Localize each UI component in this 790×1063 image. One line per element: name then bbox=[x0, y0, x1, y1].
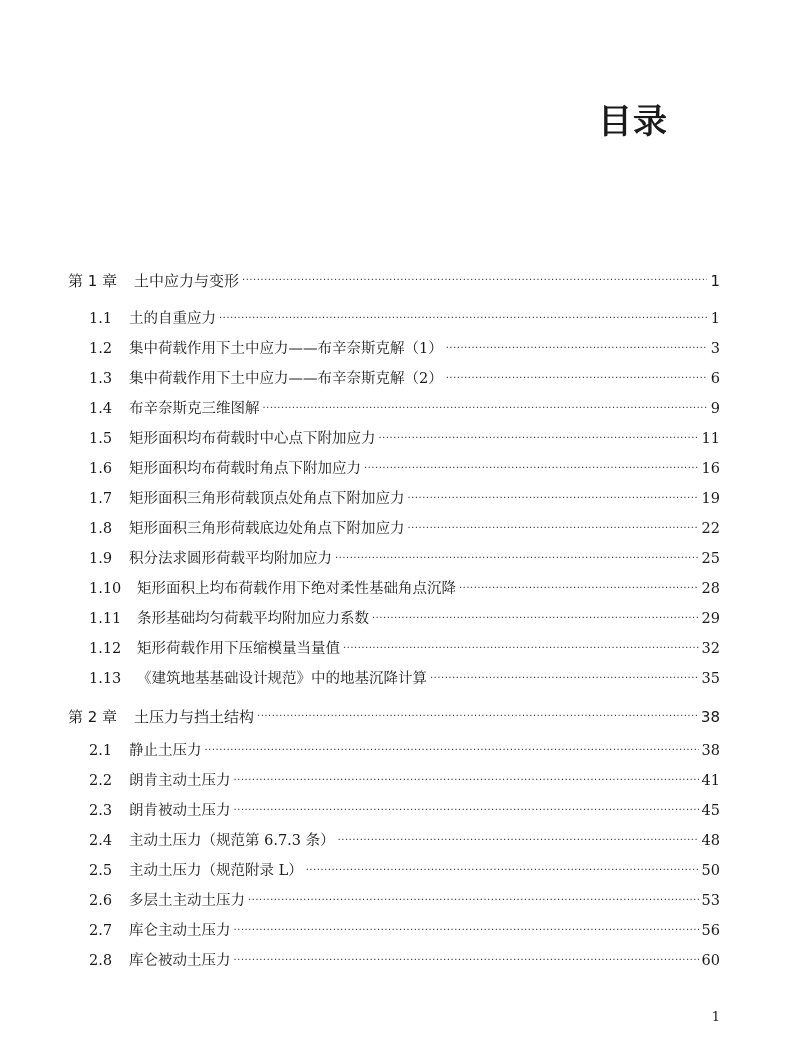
toc-chapter-2[interactable] bbox=[68, 706, 720, 728]
toc-title: 《建筑地基基础设计规范》中的地基沉降计算 bbox=[137, 671, 427, 687]
toc-title: 集中荷载作用下土中应力——布辛奈斯克解（2） bbox=[129, 371, 443, 387]
toc-page: 29 bbox=[701, 611, 720, 627]
toc-item-1-13[interactable] bbox=[68, 668, 720, 690]
toc-number: 2.1 bbox=[89, 743, 113, 759]
toc-page: 6 bbox=[710, 371, 720, 387]
toc-page: 3 bbox=[710, 341, 720, 357]
toc-number: 1.13 bbox=[89, 671, 122, 687]
leader-dots bbox=[372, 611, 699, 627]
toc-page: 60 bbox=[701, 953, 720, 969]
leader-dots bbox=[242, 273, 707, 289]
toc-page: 45 bbox=[701, 803, 720, 819]
toc-item-1-12[interactable] bbox=[68, 638, 720, 660]
toc-number: 1.3 bbox=[89, 371, 113, 387]
leader-dots bbox=[338, 833, 699, 849]
toc-number: 1.11 bbox=[89, 611, 122, 627]
toc-item-2-1[interactable] bbox=[68, 740, 720, 762]
toc-number: 1.7 bbox=[89, 491, 113, 507]
toc-number: 1.10 bbox=[89, 581, 122, 597]
toc-title: 土的自重应力 bbox=[129, 311, 216, 327]
toc-number: 1.8 bbox=[89, 521, 113, 537]
toc-page: 48 bbox=[701, 833, 720, 849]
leader-dots bbox=[205, 743, 699, 759]
toc-item-1-10[interactable] bbox=[68, 578, 720, 600]
leader-dots bbox=[446, 371, 708, 387]
leader-dots bbox=[257, 709, 698, 725]
leader-dots bbox=[343, 641, 699, 657]
toc-page: 19 bbox=[701, 491, 720, 507]
toc-number: 2.5 bbox=[89, 863, 113, 879]
toc-page: 28 bbox=[701, 581, 720, 597]
toc-title: 矩形面积上均布荷载作用下绝对柔性基础角点沉降 bbox=[137, 581, 456, 597]
page-number: 1 bbox=[711, 1010, 720, 1025]
toc-title: 矩形面积三角形荷载底边处角点下附加应力 bbox=[129, 521, 405, 537]
toc-item-1-6[interactable] bbox=[68, 458, 720, 480]
leader-dots bbox=[408, 491, 699, 507]
leader-dots bbox=[430, 671, 699, 687]
toc-page: 38 bbox=[701, 743, 720, 759]
toc-title: 矩形荷载作用下压缩模量当量值 bbox=[137, 641, 340, 657]
toc-item-1-3[interactable] bbox=[68, 368, 720, 390]
toc-item-1-4[interactable] bbox=[68, 398, 720, 420]
toc-number: 2.2 bbox=[89, 773, 113, 789]
leader-dots bbox=[306, 863, 699, 879]
toc-page: 16 bbox=[701, 461, 720, 477]
toc-page: 9 bbox=[710, 401, 720, 417]
toc-number: 1.9 bbox=[89, 551, 113, 567]
toc-title: 库仑被动土压力 bbox=[129, 953, 231, 969]
toc-item-2-6[interactable] bbox=[68, 890, 720, 912]
leader-dots bbox=[234, 773, 699, 789]
toc-number: 1.1 bbox=[89, 311, 113, 327]
toc-page: 53 bbox=[701, 893, 720, 909]
leader-dots bbox=[263, 401, 708, 417]
toc-chapter-1[interactable] bbox=[68, 270, 720, 292]
toc-page: 35 bbox=[701, 671, 720, 687]
leader-dots bbox=[234, 923, 699, 939]
toc-title: 朗肯主动土压力 bbox=[129, 773, 231, 789]
leader-dots bbox=[335, 551, 699, 567]
toc-item-2-3[interactable] bbox=[68, 800, 720, 822]
toc-number: 第 2 章 bbox=[68, 708, 118, 726]
page-title: 目录 bbox=[598, 102, 668, 142]
toc-title: 矩形面积均布荷载时中心点下附加应力 bbox=[129, 431, 376, 447]
toc-item-1-5[interactable] bbox=[68, 428, 720, 450]
toc-title: 库仑主动土压力 bbox=[129, 923, 231, 939]
toc-item-1-11[interactable] bbox=[68, 608, 720, 630]
toc-number: 2.7 bbox=[89, 923, 113, 939]
toc-title: 静止土压力 bbox=[129, 743, 202, 759]
leader-dots bbox=[234, 803, 699, 819]
leader-dots bbox=[446, 341, 708, 357]
toc-page: 11 bbox=[701, 431, 720, 447]
toc-page: 38 bbox=[700, 708, 720, 726]
toc-title: 矩形面积三角形荷载顶点处角点下附加应力 bbox=[129, 491, 405, 507]
toc-item-1-2[interactable] bbox=[68, 338, 720, 360]
leader-dots bbox=[379, 431, 699, 447]
toc-number: 1.12 bbox=[89, 641, 122, 657]
toc-item-2-7[interactable] bbox=[68, 920, 720, 942]
toc-title: 矩形面积均布荷载时角点下附加应力 bbox=[129, 461, 361, 477]
toc-number: 1.5 bbox=[89, 431, 113, 447]
toc-number: 2.3 bbox=[89, 803, 113, 819]
toc-item-1-1[interactable] bbox=[68, 308, 720, 330]
toc-page: 56 bbox=[701, 923, 720, 939]
toc-page: 50 bbox=[701, 863, 720, 879]
toc-item-1-7[interactable] bbox=[68, 488, 720, 510]
toc-title: 土压力与挡土结构 bbox=[134, 708, 255, 726]
leader-dots bbox=[364, 461, 699, 477]
leader-dots bbox=[459, 581, 699, 597]
toc-item-2-4[interactable] bbox=[68, 830, 720, 852]
toc-page: 41 bbox=[701, 773, 720, 789]
toc-number: 2.6 bbox=[89, 893, 113, 909]
toc-title: 布辛奈斯克三维图解 bbox=[129, 401, 260, 417]
toc-title: 主动土压力（规范第 6.7.3 条） bbox=[129, 833, 335, 849]
leader-dots bbox=[248, 893, 699, 909]
toc-title: 集中荷载作用下土中应力——布辛奈斯克解（1） bbox=[129, 341, 443, 357]
toc-page: 1 bbox=[710, 311, 720, 327]
leader-dots bbox=[234, 953, 699, 969]
leader-dots bbox=[408, 521, 699, 537]
toc-number: 2.8 bbox=[89, 953, 113, 969]
toc-number: 1.4 bbox=[89, 401, 113, 417]
toc-title: 积分法求圆形荷载平均附加应力 bbox=[129, 551, 332, 567]
toc-page: 25 bbox=[701, 551, 720, 567]
toc-number: 2.4 bbox=[89, 833, 113, 849]
toc-item-1-8[interactable] bbox=[68, 518, 720, 540]
toc-number: 1.6 bbox=[89, 461, 113, 477]
toc-page: 22 bbox=[701, 521, 720, 537]
toc-title: 主动土压力（规范附录 L） bbox=[129, 863, 303, 879]
toc-item-1-9[interactable] bbox=[68, 548, 720, 570]
leader-dots bbox=[219, 311, 708, 327]
toc-item-2-2[interactable] bbox=[68, 770, 720, 792]
toc-page: 32 bbox=[701, 641, 720, 657]
toc-page: 1 bbox=[710, 272, 720, 290]
toc-item-2-5[interactable] bbox=[68, 860, 720, 882]
toc-title: 朗肯被动土压力 bbox=[129, 803, 231, 819]
toc-title: 条形基础均匀荷载平均附加应力系数 bbox=[137, 611, 369, 627]
toc-title: 多层土主动土压力 bbox=[129, 893, 245, 909]
toc-number: 1.2 bbox=[89, 341, 113, 357]
toc-item-2-8[interactable] bbox=[68, 950, 720, 972]
toc-title: 土中应力与变形 bbox=[134, 272, 240, 290]
toc-number: 第 1 章 bbox=[68, 272, 118, 290]
